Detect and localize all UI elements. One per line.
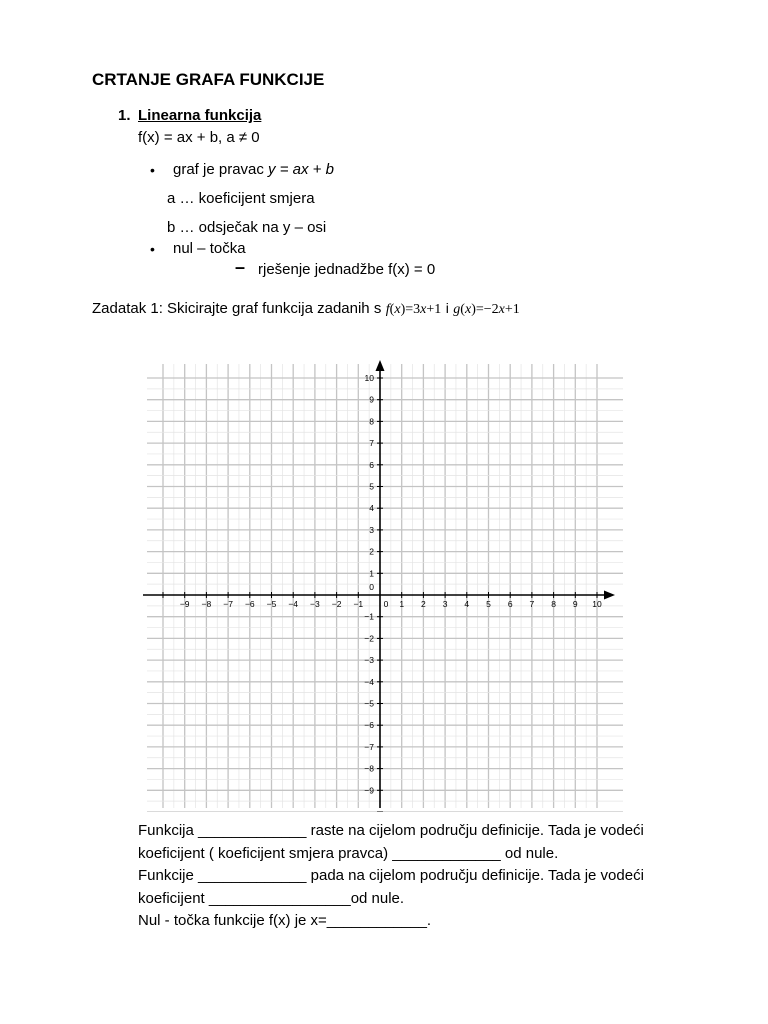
x-tick-label: −8 — [201, 599, 212, 609]
y-tick-label: 1 — [369, 568, 374, 579]
dash-icon: – — [235, 257, 246, 277]
y-tick-label: −8 — [364, 763, 374, 774]
exercise-text — [138, 820, 644, 933]
y-tick-label: −1 — [364, 611, 374, 622]
y-tick-label: 6 — [369, 459, 374, 470]
b-description: b … odsječak na y – osi — [167, 219, 327, 236]
f-formula: f(x)=3x+1 — [385, 302, 442, 317]
function-formula: f(x) = ax + b, a ≠ 0 — [138, 129, 260, 146]
y-tick-label: −4 — [364, 676, 374, 687]
x-tick-label: −6 — [244, 599, 255, 609]
page-title: CRTANJE GRAFA FUNKCIJE — [92, 70, 325, 89]
bullet-icon: • — [150, 241, 155, 257]
graf-prefix: graf je pravac — [173, 161, 269, 178]
x-tick-label: 2 — [421, 599, 426, 609]
x-tick-label: −4 — [288, 599, 299, 609]
task-line — [92, 300, 520, 318]
y-tick-label: −6 — [364, 720, 374, 731]
section-number: 1. — [118, 107, 131, 124]
graf-line — [173, 161, 334, 178]
x-tick-label: −1 — [353, 599, 364, 609]
exercise-line: koeficijent ( koeficijent smjera pravca) _____________ od nule. — [138, 844, 559, 862]
y-tick-label: −7 — [364, 741, 374, 752]
y-tick-label: −9 — [364, 785, 374, 796]
y-tick-label: −5 — [364, 698, 374, 709]
y-tick-label: 4 — [369, 503, 374, 514]
y-tick-label: 10 — [364, 373, 374, 383]
y-tick-label: 2 — [369, 546, 374, 557]
y-tick-label: 3 — [369, 524, 374, 535]
section-heading: Linearna funkcija — [138, 107, 262, 124]
exercise-line: koeficijent _________________od nule. — [138, 889, 405, 907]
y-tick-label: 8 — [369, 416, 374, 427]
nul-label: nul – točka — [173, 240, 246, 257]
x-tick-label: 9 — [572, 599, 578, 609]
x-tick-label: 5 — [486, 599, 491, 609]
y-axis-arrow-icon — [376, 360, 385, 371]
exercise-line: Funkcija _____________ raste na cijelom području definicije. Tada je vodeći — [138, 822, 644, 839]
task-conjunction: i — [445, 300, 449, 316]
x-tick-label: 6 — [507, 599, 513, 609]
x-axis-arrow-icon — [604, 591, 615, 600]
exercise-line: Funkcije _____________ pada na cijelom području definicije. Tada je vodeći — [138, 867, 644, 884]
coordinate-grid — [140, 360, 630, 812]
bullet-icon: • — [150, 162, 155, 178]
y-tick-label: −2 — [364, 633, 374, 644]
graf-equation: y = ax + b — [268, 161, 334, 178]
nul-description: rješenje jednadžbe f(x) = 0 — [258, 261, 436, 278]
y-tick-label: −3 — [364, 655, 374, 666]
y-tick-label: 7 — [369, 438, 374, 449]
exercise-line: Nul - točka funkcije f(x) je x=____________. — [138, 912, 432, 929]
x-tick-label: −5 — [266, 599, 277, 609]
x-tick-label: 4 — [464, 599, 470, 609]
x-tick-label: −2 — [331, 599, 342, 609]
task-prefix: Zadatak 1: Skicirajte graf funkcija zadanih s — [92, 300, 382, 317]
x-tick-label: 3 — [442, 599, 448, 609]
x-tick-label: 7 — [529, 599, 535, 609]
x-tick-label: 1 — [399, 599, 405, 609]
x-tick-label: −7 — [223, 599, 233, 609]
y-tick-label: 9 — [369, 394, 374, 405]
x-tick-label: −3 — [310, 599, 320, 609]
y-tick-label: 0 — [369, 582, 374, 592]
x-tick-label: 0 — [383, 599, 389, 609]
x-tick-label: 10 — [592, 599, 602, 609]
x-tick-label: 8 — [551, 599, 556, 609]
x-tick-label: −9 — [179, 599, 190, 609]
y-tick-label: 5 — [369, 481, 374, 492]
a-description: a … koeficijent smjera — [167, 190, 315, 207]
g-formula: g(x)=−2x+1 — [453, 302, 520, 317]
